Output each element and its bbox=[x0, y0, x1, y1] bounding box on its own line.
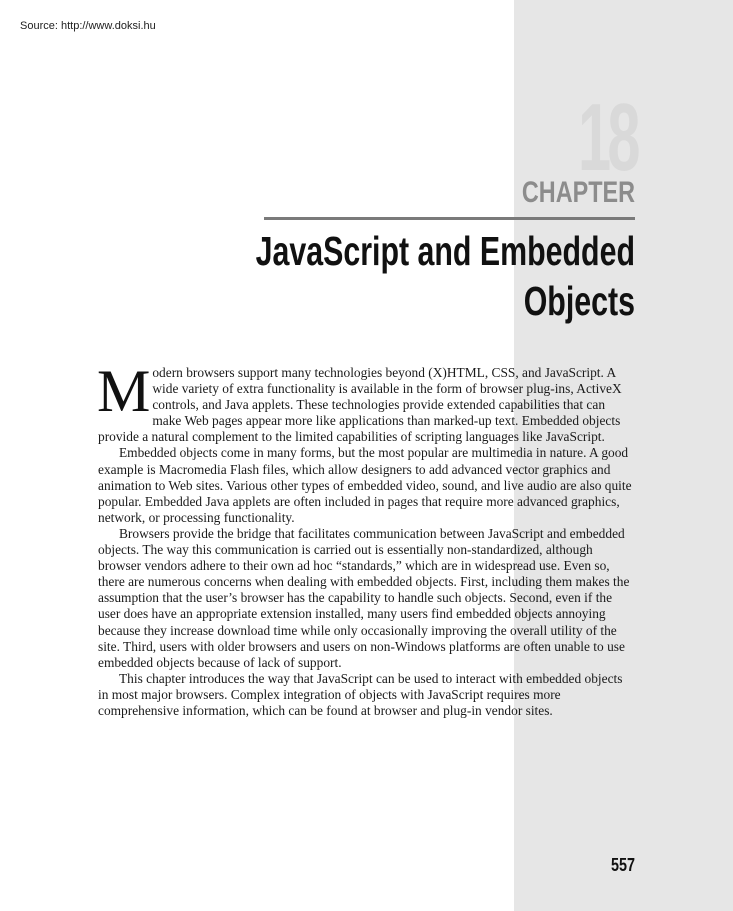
page-number: 557 bbox=[610, 855, 635, 875]
source-url: Source: http://www.doksi.hu bbox=[20, 20, 156, 32]
body-text bbox=[97, 358, 634, 719]
drop-cap: M bbox=[97, 358, 151, 424]
paragraph-2: Embedded objects come in many forms, but the most popular are multimedia in nature. A good example is Macromedia Flash files, which allow designers to add advanced vector graphics and animation to Web sites. Various other types of embedded video, sound, and live audio are also quite popular. Embedded Java applets are often included in pages that require more advanced graphics, network, or processing functionality. bbox=[98, 445, 632, 525]
chapter-number: 18 bbox=[578, 84, 637, 191]
paragraph-1-text: odern browsers support many technologies beyond (X)HTML, CSS, and JavaScript. A wide variety of extra functionality is available in the form of browser plug-ins, ActiveX controls, and Java applets. These technologies provide extended capabilities that can make Web pages appear more like applications than marked-up text. Embedded objects provide a natural complement to the limited capabilities of scripting languages like JavaScript. bbox=[98, 365, 622, 445]
chapter-title-line1: JavaScript and Embedded bbox=[255, 228, 635, 274]
chapter-label: CHAPTER bbox=[521, 176, 635, 209]
paragraph-3: Browsers provide the bridge that facilitates communication between JavaScript and embedded objects. The way this communication is carried out is essentially non-standardized, although browser vendors adhere to their own ad hoc “standards,” which are in widespread use. Even so, there are numerous concerns when dealing with embedded objects. First, including them makes the assumption that the user’s browser has the capability to handle such objects. Second, even if the user does have an appropriate extension installed, many users find embedded objects annoying because they increase download time while only occasionally improving the overall utility of the site. Third, users with older browsers and users on non-Windows platforms are often unable to use embedded objects because of lack of support. bbox=[98, 525, 630, 670]
chapter-title-line2: Objects bbox=[523, 278, 635, 324]
chapter-title bbox=[250, 226, 635, 326]
paragraph-4: This chapter introduces the way that JavaScript can be used to interact with embedded objects in most major browsers. Complex integration of objects with JavaScript requires more comprehensive information, which can be found at browser and plug-in vendor sites. bbox=[98, 670, 623, 718]
paragraph-1 bbox=[97, 358, 634, 445]
chapter-divider bbox=[264, 217, 635, 220]
